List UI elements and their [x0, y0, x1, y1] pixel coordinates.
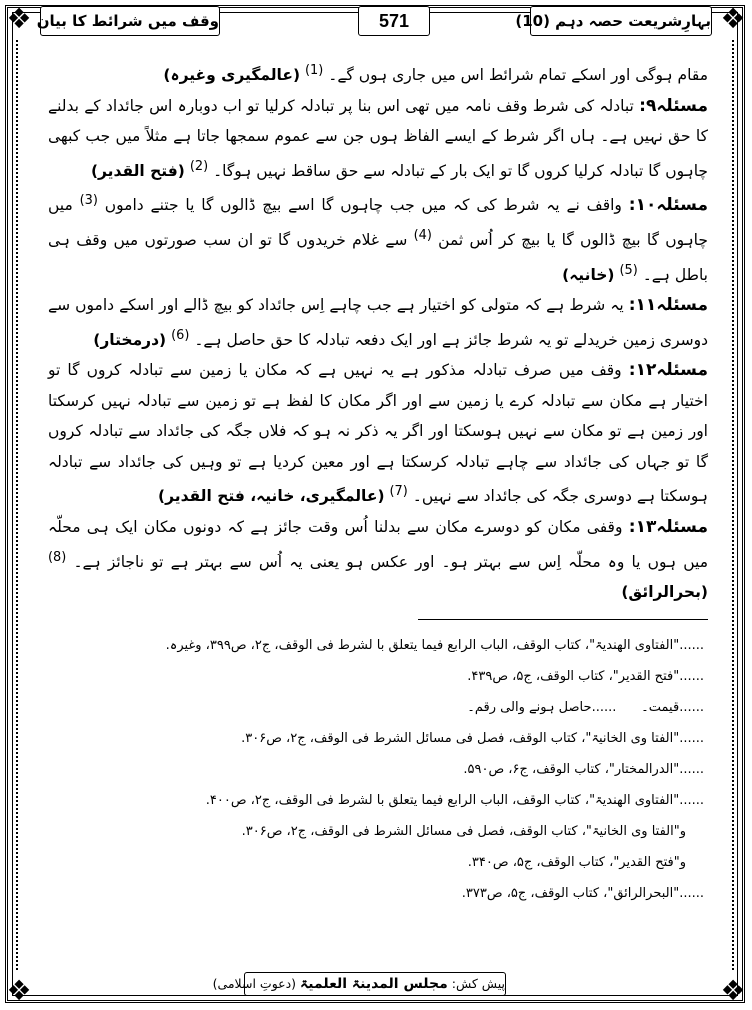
masala-label: مسئلہ۱۱: — [628, 295, 708, 316]
masala-label: مسئلہ۱۳: — [628, 517, 708, 538]
reference: (خانیہ) — [562, 265, 615, 284]
masala-12: مسئلہ۱۲: وقف میں صرف تبادلہ مذکور ہے یہ نہیں ہے کہ مکان یا زمین سے تبادلہ کروں گا تو اختیار ہے مکان سے تبادلہ کرے یا زمین سے اور اگر مکان کا لفظ ہے تو زمین سے تبادلہ نہیں کرسکتا اور زمین ہے تو مکان سے نہیں ہوسکتا اور اگر یہ ذکر نہ ہو کہ فلاں جگہ کی جائداد سے تبادلہ کروں گا تو جہاں کی جائداد سے چاہے تبادلہ کرسکتا ہے اور معین کردیا ہے تو وہیں کی جائداد سے تبادلہ ہوسکتا ہے دوسری جگہ کی جائداد سے نہیں۔ $^{(7)}$ (عالمگیری، خانیہ، فتح القدیر) — [48, 360, 708, 506]
reference: (عالمگیری، خانیہ، فتح القدیر) — [158, 487, 385, 506]
reference: (عالمگیری وغیرہ) — [163, 66, 301, 85]
footnote-divider — [418, 619, 708, 620]
footnote-marker: (7) — [389, 484, 408, 500]
footnote-marker: (4) — [413, 227, 432, 243]
book-title: بہارِشریعت حصہ دہم (10) — [530, 6, 712, 36]
reference: (فتح القدیر) — [90, 161, 185, 180]
footnote-3-4: ......قیمت۔ ......حاصل ہونے والی رقم۔ — [467, 700, 704, 715]
corner-ornament-icon: ❖ — [6, 2, 32, 35]
footnote-6: ......"الدرالمختار"، کتاب الوقف، ج۶، ص۵۹۰. — [463, 762, 704, 777]
border-pattern-right — [732, 40, 742, 970]
footnote-marker: (1) — [305, 63, 324, 78]
page-number: 571 — [358, 6, 430, 36]
masala-label: مسئلہ۱۰: — [628, 195, 709, 216]
footnote-marker: (2) — [189, 158, 209, 174]
footnote-7-cont: و"فتح القدیر"، کتاب الوقف، ج۵، ص۳۴۰. — [467, 855, 686, 870]
corner-ornament-icon: ❖ — [720, 2, 746, 35]
masala-10: مسئلہ۱۰: واقف نے یہ شرط کی کہ میں جب چاہوں گا اسے بیچ ڈالوں گا یا جتنے داموں $^{(3)}$ میں چاہوں گا بیچ ڈالوں گا یا بیچ کر اُس ثمن $^{(4)}$ سے غلام خریدوں گا تو ان سب صورتوں میں وقف ہی باطل ہے۔ $^{(5)}$ (خانیہ) — [48, 193, 709, 284]
reference: (بحرالرائق) — [621, 583, 708, 602]
reference: (درمختار) — [93, 330, 167, 349]
footnote-7-cont: و"الفتا وی الخانیۃ"، کتاب الوقف، فصل فی مسائل الشرط فی الوقف، ج۲، ص۳۰۶. — [241, 824, 686, 839]
corner-ornament-icon: ❖ — [720, 974, 746, 1007]
footnote-marker: (6) — [171, 327, 190, 343]
masala-label: مسئلہ۹: — [639, 95, 708, 116]
footnote-2: ......"فتح القدیر"، کتاب الوقف، ج۵، ص۴۳۹. — [467, 669, 704, 684]
chapter-title: وقف میں شرائط کا بیان — [40, 6, 220, 36]
footnote-5: ......"الفتا وی الخانیۃ"، کتاب الوقف، فصل فی مسائل الشرط فی الوقف، ج۲، ص۳۰۶. — [241, 731, 704, 746]
page-footer: پیش کش: مجلس المدینۃ العلمیۃ (دعوتِ اسلامی) — [244, 972, 506, 996]
masala-9: مسئلہ۹: تبادلہ کی شرط وقف نامہ میں تھی اس بنا پر تبادلہ کرلیا تو اب دوبارہ اس جائداد کے بدلنے کا حق نہیں ہے۔ ہاں اگر شرط کے ایسے الفاظ ہوں جن سے عموم سمجھا جاتا ہے مثلاً میں جب کبھی چاہوں گا تبادلہ کرلیا کروں گا تو ایک بار کے تبادلہ سے حق ساقط نہیں ہوگا۔ $^{(2)}$ (فتح القدیر) — [48, 95, 708, 180]
footnote-marker: (5) — [619, 262, 638, 278]
main-text — [48, 56, 708, 608]
footnote-7: ......"الفتاوی الھندیۃ"، کتاب الوقف، الباب الرابع فیما یتعلق با لشرط فی الوقف، ج۲، ص۴۰۰. — [205, 793, 704, 808]
masala-13: مسئلہ۱۳: وقفی مکان کو دوسرے مکان سے بدلنا اُس وقت جائز ہے کہ دونوں مکان ایک ہی محلّہ میں ہوں یا وہ محلّہ اِس سے بہتر ہو۔ اور عکس ہو یعنی یہ اُس سے بہتر ہے تو ناجائز ہے۔ $^{(8)}$ (بحرالرائق) — [48, 517, 709, 602]
paragraph-intro: مقام ہوگی اور اسکے تمام شرائط اس میں جاری ہوں گے۔ $^{(1)}$ (عالمگیری وغیرہ) — [163, 63, 708, 85]
footnotes — [64, 630, 704, 909]
corner-ornament-icon: ❖ — [6, 974, 32, 1007]
page-header — [36, 6, 712, 36]
publisher-name: مجلس المدینۃ العلمیۃ — [300, 976, 448, 992]
footnote-marker: (3) — [79, 193, 98, 209]
footnote-marker: (8) — [48, 549, 67, 565]
footnote-8: ......"البحرالرائق"، کتاب الوقف، ج۵، ص۳۷۳. — [461, 886, 704, 901]
border-pattern-left — [16, 40, 26, 970]
footnote-1: ......"الفتاوی الھندیۃ"، کتاب الوقف، الباب الرابع فیما یتعلق با لشرط فی الوقف، ج۲، ص۳۹۹، وغیرہ. — [165, 638, 704, 653]
masala-11: مسئلہ۱۱: یہ شرط ہے کہ متولی کو اختیار ہے جب چاہے اِس جائداد کو بیچ ڈالے اور اسکے داموں سے دوسری زمین خریدلے تو یہ شرط جائز ہے اور ایک دفعہ تبادلہ کا حق حاصل ہے۔ $^{(6)}$ (درمختار) — [48, 295, 708, 349]
masala-label: مسئلہ۱۲: — [628, 360, 708, 381]
